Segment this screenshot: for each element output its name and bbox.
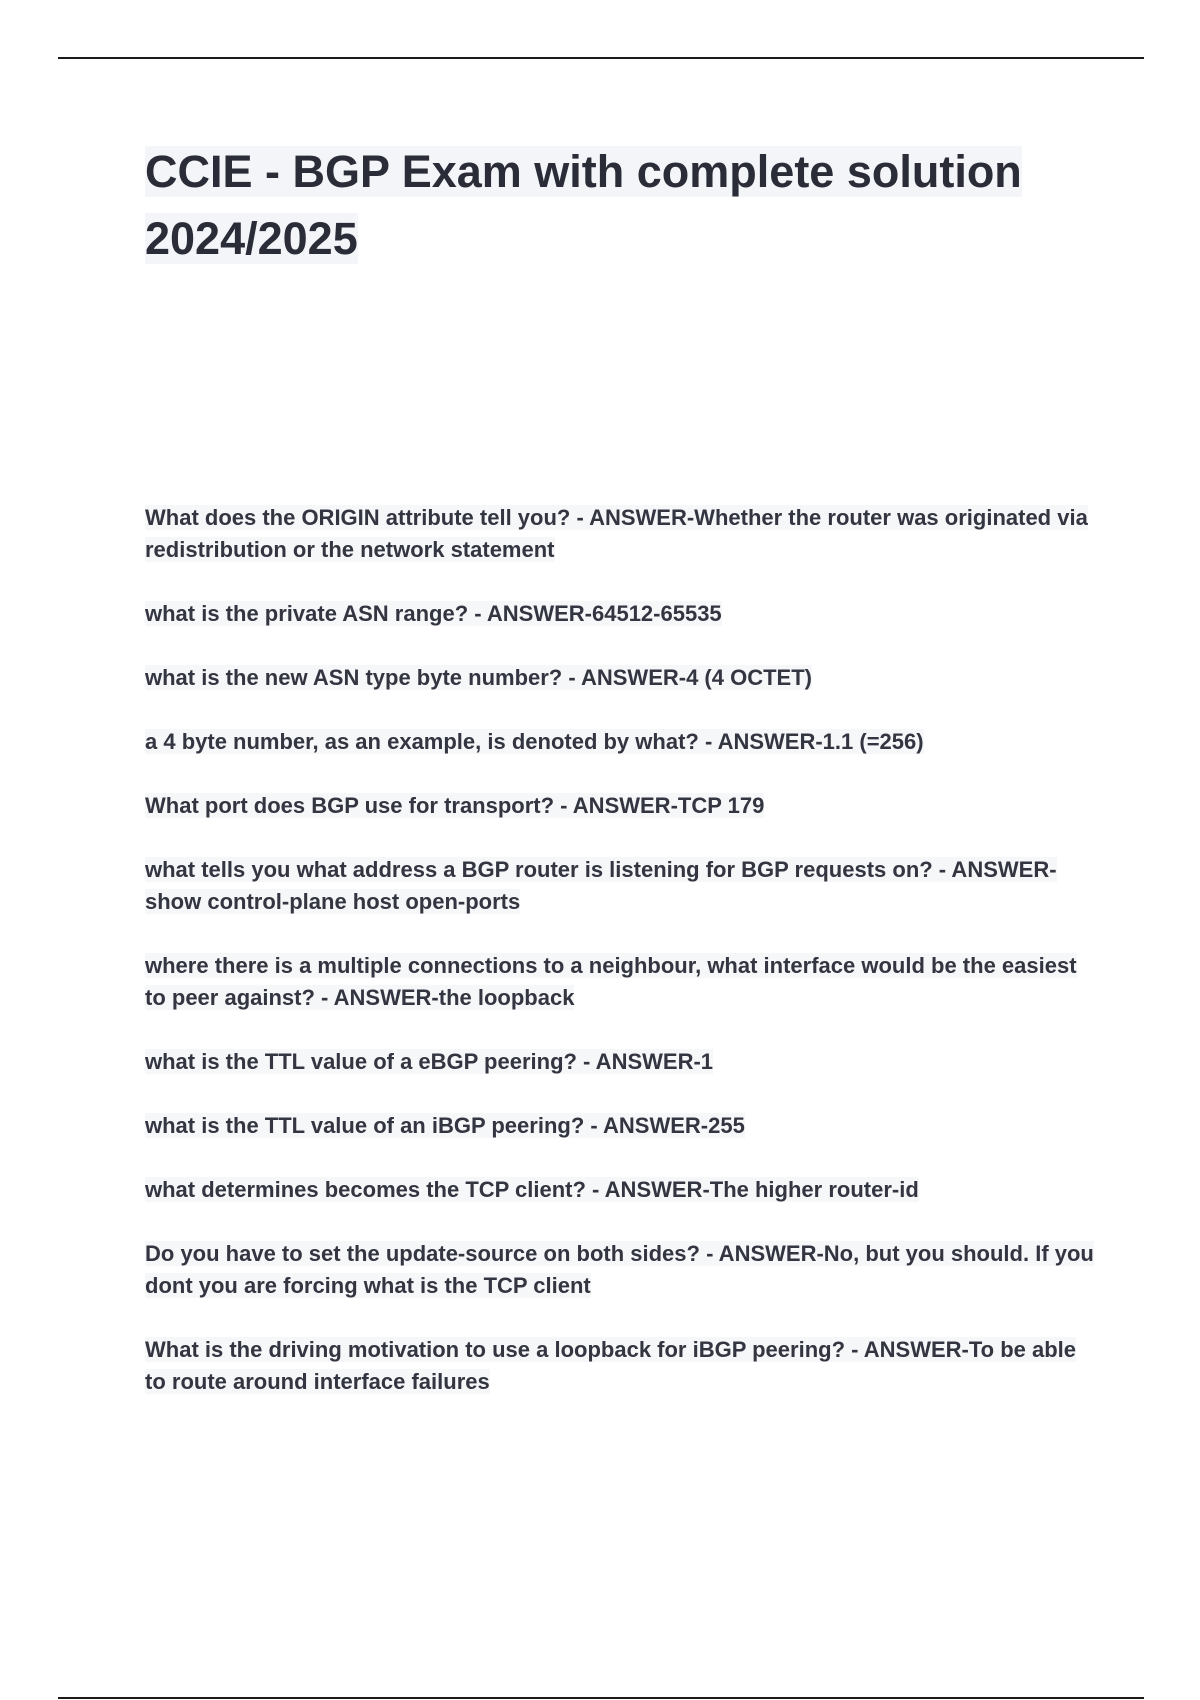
qa-item-asn-byte-number	[145, 662, 1100, 694]
top-divider	[58, 57, 1144, 59]
qa-list	[145, 502, 1100, 1430]
qa-item-update-source	[145, 1238, 1100, 1302]
qa-item-origin-attribute	[145, 502, 1100, 566]
qa-item-tcp-client	[145, 1174, 1100, 1206]
qa-text: Do you have to set the update-source on both sides? - ANSWER-No, but you should. If you dont you are forcing what is the TCP client	[145, 1241, 1094, 1298]
qa-text: what is the new ASN type byte number? - ANSWER-4 (4 OCTET)	[145, 665, 812, 690]
qa-text: What is the driving motivation to use a loopback for iBGP peering? - ANSWER-To be able to route around interface failures	[145, 1337, 1077, 1394]
qa-item-listening-address	[145, 854, 1100, 918]
bottom-divider	[58, 1697, 1144, 1699]
qa-item-private-asn-range	[145, 598, 1100, 630]
qa-item-ebgp-ttl	[145, 1046, 1100, 1078]
qa-text: what is the TTL value of an iBGP peering? - ANSWER-255	[145, 1113, 745, 1138]
qa-item-peer-interface	[145, 950, 1100, 1014]
qa-text: what is the TTL value of a eBGP peering? - ANSWER-1	[145, 1049, 714, 1074]
qa-text: What does the ORIGIN attribute tell you? - ANSWER-Whether the router was originated via redistribution or the network statement	[145, 505, 1088, 562]
qa-text: what determines becomes the TCP client? - ANSWER-The higher router-id	[145, 1177, 919, 1202]
qa-text: a 4 byte number, as an example, is denoted by what? - ANSWER-1.1 (=256)	[145, 729, 924, 754]
qa-text: What port does BGP use for transport? - ANSWER-TCP 179	[145, 793, 765, 818]
qa-text: where there is a multiple connections to a neighbour, what interface would be the easiest to peer against? - ANSWER-the loopback	[145, 953, 1077, 1010]
page-title-text: CCIE - BGP Exam with complete solution 2024/2025	[145, 146, 1022, 264]
qa-text: what is the private ASN range? - ANSWER-64512-65535	[145, 601, 722, 626]
qa-item-loopback-motivation	[145, 1334, 1100, 1398]
qa-item-bgp-port	[145, 790, 1100, 822]
qa-item-ibgp-ttl	[145, 1110, 1100, 1142]
page-title	[145, 138, 1105, 272]
qa-text: what tells you what address a BGP router is listening for BGP requests on? - ANSWER-show control-plane host open-ports	[145, 857, 1057, 914]
qa-item-4-byte-notation	[145, 726, 1100, 758]
